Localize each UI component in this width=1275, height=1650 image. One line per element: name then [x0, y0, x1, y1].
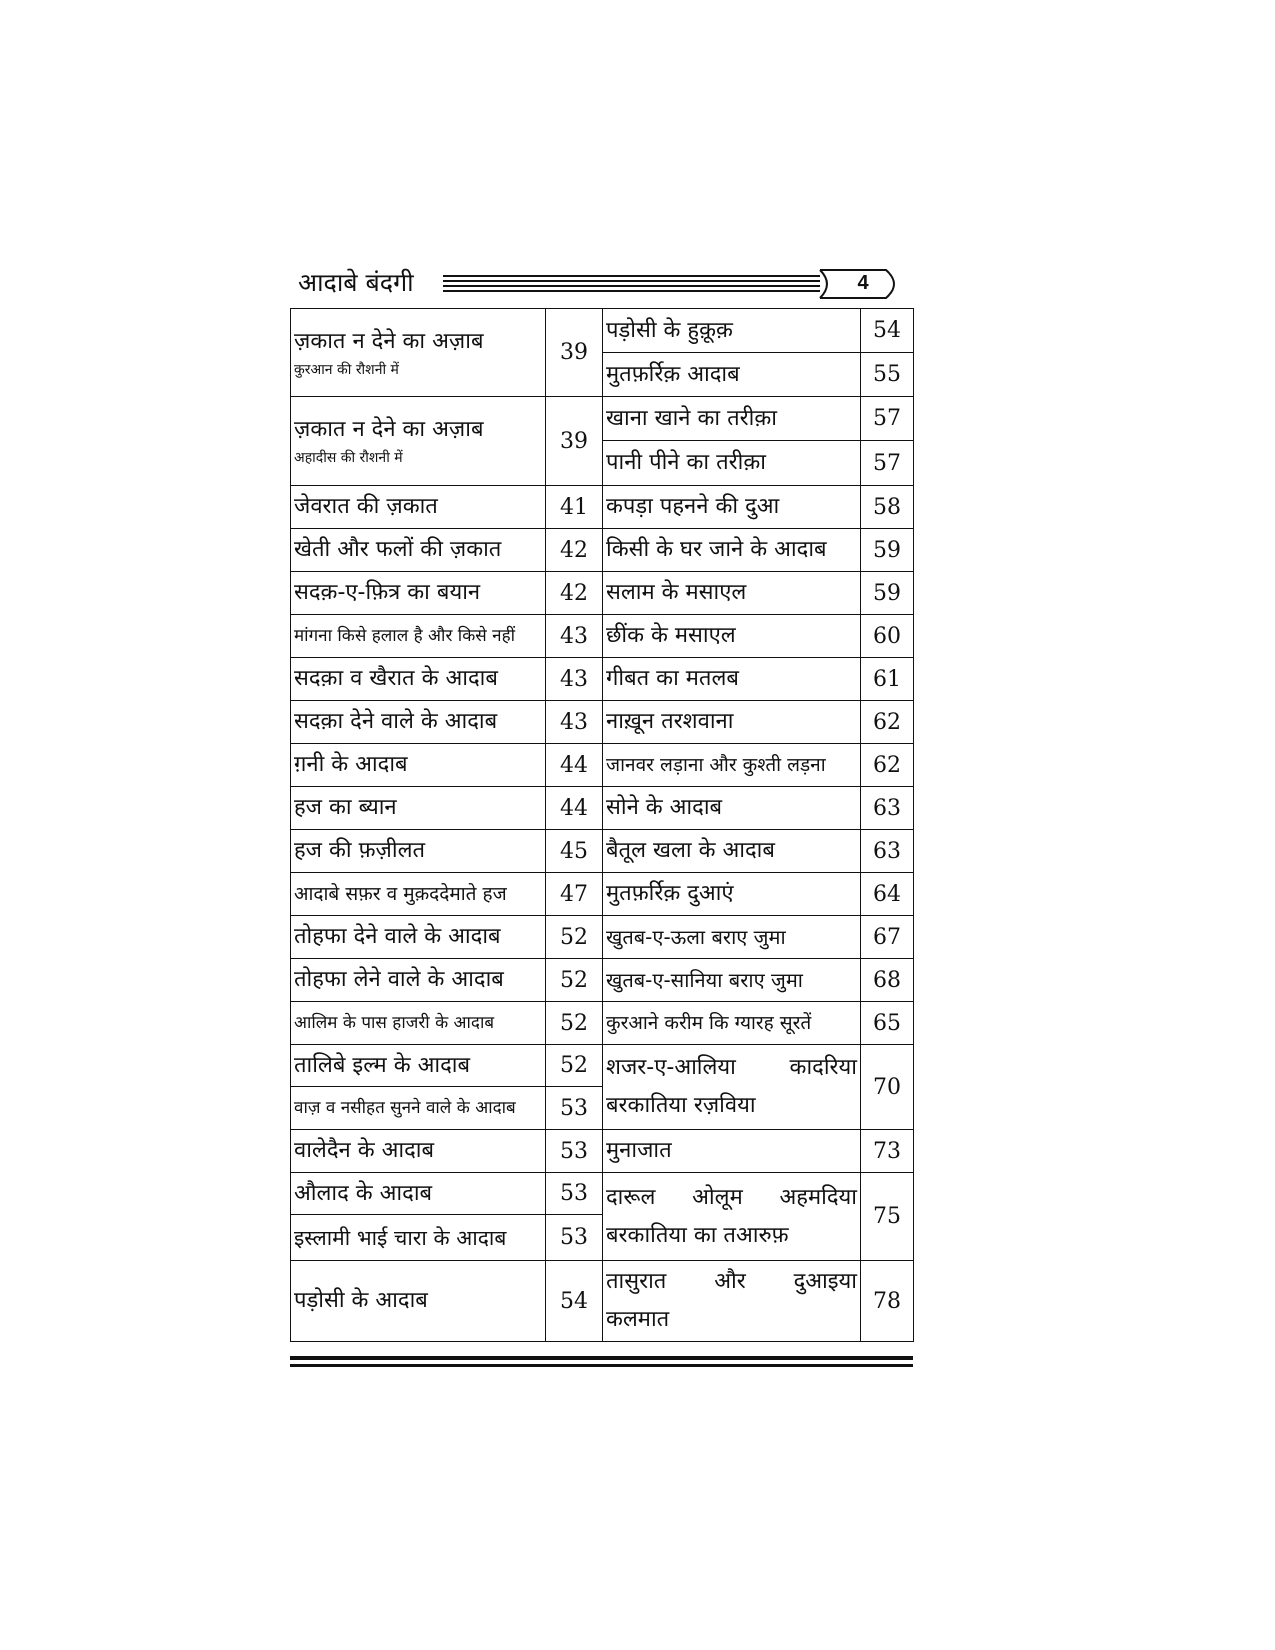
toc-page: 62: [861, 744, 914, 787]
table-row: [291, 615, 914, 658]
toc-page: 43: [546, 615, 603, 658]
toc-entry: वाज़ व नसीहत सुनने वाले के आदाब: [291, 1087, 546, 1130]
table-row: [291, 572, 914, 615]
table-row: [291, 1002, 914, 1045]
toc-page: 39: [546, 397, 603, 486]
table-row: [291, 397, 914, 441]
table-row: [291, 486, 914, 529]
toc-entry: शजर-ए-आलिया कादरिया बरकातिया रज़विया: [603, 1045, 861, 1130]
toc-page: 57: [861, 441, 914, 486]
table-row: [291, 787, 914, 830]
toc-page: 73: [861, 1130, 914, 1173]
toc-entry: ज़कात न देने का अज़ाब अहादीस की रौशनी में: [291, 397, 546, 486]
toc-entry: हज का ब्यान: [291, 787, 546, 830]
toc-entry: कपड़ा पहनने की दुआ: [603, 486, 861, 529]
table-row: [291, 959, 914, 1002]
toc-entry: खाना खाने का तरीक़ा: [603, 397, 861, 441]
toc-page: 53: [546, 1173, 603, 1215]
toc-entry: मुतफ़र्रिक़ आदाब: [603, 353, 861, 397]
toc-page: 52: [546, 1002, 603, 1045]
contents-table: [290, 308, 914, 1342]
toc-page: 65: [861, 1002, 914, 1045]
toc-entry: तासुरात और दुआइया कलमात: [603, 1261, 861, 1342]
toc-page: 60: [861, 615, 914, 658]
toc-page: 44: [546, 744, 603, 787]
toc-page: 44: [546, 787, 603, 830]
table-row: [291, 1261, 914, 1342]
toc-entry: मांगना किसे हलाल है और किसे नहीं: [291, 615, 546, 658]
toc-page: 47: [546, 873, 603, 916]
toc-entry: गीबत का मतलब: [603, 658, 861, 701]
table-row: [291, 1173, 914, 1215]
table-row: [291, 1045, 914, 1087]
table-row: [291, 744, 914, 787]
toc-page: 52: [546, 959, 603, 1002]
toc-entry: ज़कात न देने का अज़ाब कुरआन की रौशनी में: [291, 309, 546, 397]
toc-page: 42: [546, 572, 603, 615]
toc-page: 53: [546, 1215, 603, 1261]
toc-page: 78: [861, 1261, 914, 1342]
toc-entry: मुनाजात: [603, 1130, 861, 1173]
table-row: [291, 873, 914, 916]
table-row: [291, 701, 914, 744]
toc-page: 43: [546, 701, 603, 744]
toc-entry: इस्लामी भाई चारा के आदाब: [291, 1215, 546, 1261]
toc-entry: तोहफा लेने वाले के आदाब: [291, 959, 546, 1002]
toc-entry: कुरआने करीम कि ग्यारह सूरतें: [603, 1002, 861, 1045]
toc-page: 58: [861, 486, 914, 529]
toc-entry: खेती और फलों की ज़कात: [291, 529, 546, 572]
toc-entry: खुतब-ए-सानिया बराए जुमा: [603, 959, 861, 1002]
toc-entry: सदक़-ए-फ़ित्र का बयान: [291, 572, 546, 615]
table-row: [291, 1130, 914, 1173]
table-row: [291, 916, 914, 959]
toc-page: 75: [861, 1173, 914, 1261]
toc-page: 54: [546, 1261, 603, 1342]
running-header-title: आदाबे बंदगी: [298, 268, 414, 297]
toc-entry: बैतूल खला के आदाब: [603, 830, 861, 873]
toc-entry: पड़ोसी के आदाब: [291, 1261, 546, 1342]
toc-entry: तालिबे इल्म के आदाब: [291, 1045, 546, 1087]
toc-entry: पड़ोसी के हुक़ूक़: [603, 309, 861, 353]
toc-entry: सदक़ा व खैरात के आदाब: [291, 658, 546, 701]
page-number: 4: [857, 272, 869, 294]
toc-entry: जेवरात की ज़कात: [291, 486, 546, 529]
toc-entry: मुतफ़र्रिक़ दुआएं: [603, 873, 861, 916]
toc-entry: सोने के आदाब: [603, 787, 861, 830]
toc-entry: किसी के घर जाने के आदाब: [603, 529, 861, 572]
toc-entry: आदाबे सफ़र व मुक़ददेमाते हज: [291, 873, 546, 916]
toc-page: 70: [861, 1045, 914, 1130]
toc-page: 41: [546, 486, 603, 529]
footer-rule: [290, 1364, 913, 1367]
toc-entry: छींक के मसाएल: [603, 615, 861, 658]
toc-entry: ग़नी के आदाब: [291, 744, 546, 787]
toc-page: 63: [861, 787, 914, 830]
toc-page: 57: [861, 397, 914, 441]
toc-entry: नाख़ून तरशवाना: [603, 701, 861, 744]
toc-page: 42: [546, 529, 603, 572]
toc-page: 59: [861, 572, 914, 615]
toc-page: 52: [546, 916, 603, 959]
toc-page: 53: [546, 1087, 603, 1130]
toc-page: 64: [861, 873, 914, 916]
toc-page: 39: [546, 309, 603, 397]
toc-page: 55: [861, 353, 914, 397]
toc-entry: सदक़ा देने वाले के आदाब: [291, 701, 546, 744]
toc-entry: आलिम के पास हाजरी के आदाब: [291, 1002, 546, 1045]
toc-page: 52: [546, 1045, 603, 1087]
table-row: [291, 658, 914, 701]
toc-page: 45: [546, 830, 603, 873]
toc-entry: दारूल ओलूम अहमदिया बरकातिया का तआरुफ़: [603, 1173, 861, 1261]
toc-page: 53: [546, 1130, 603, 1173]
footer-rule: [290, 1356, 913, 1360]
toc-entry: जानवर लड़ाना और कुश्ती लड़ना: [603, 744, 861, 787]
toc-entry: तोहफा देने वाले के आदाब: [291, 916, 546, 959]
table-row: [291, 830, 914, 873]
toc-page: 59: [861, 529, 914, 572]
toc-entry: वालेदैन के आदाब: [291, 1130, 546, 1173]
toc-entry: पानी पीने का तरीक़ा: [603, 441, 861, 486]
toc-page: 43: [546, 658, 603, 701]
header-rule-lines: [443, 275, 820, 297]
toc-entry: खुतब-ए-ऊला बराए जुमा: [603, 916, 861, 959]
toc-page: 54: [861, 309, 914, 353]
toc-page: 67: [861, 916, 914, 959]
toc-page: 68: [861, 959, 914, 1002]
toc-entry: औलाद के आदाब: [291, 1173, 546, 1215]
toc-page: 62: [861, 701, 914, 744]
toc-entry: सलाम के मसाएल: [603, 572, 861, 615]
toc-entry: हज की फ़ज़ीलत: [291, 830, 546, 873]
toc-page: 63: [861, 830, 914, 873]
toc-page: 61: [861, 658, 914, 701]
table-row: [291, 309, 914, 353]
table-row: [291, 529, 914, 572]
